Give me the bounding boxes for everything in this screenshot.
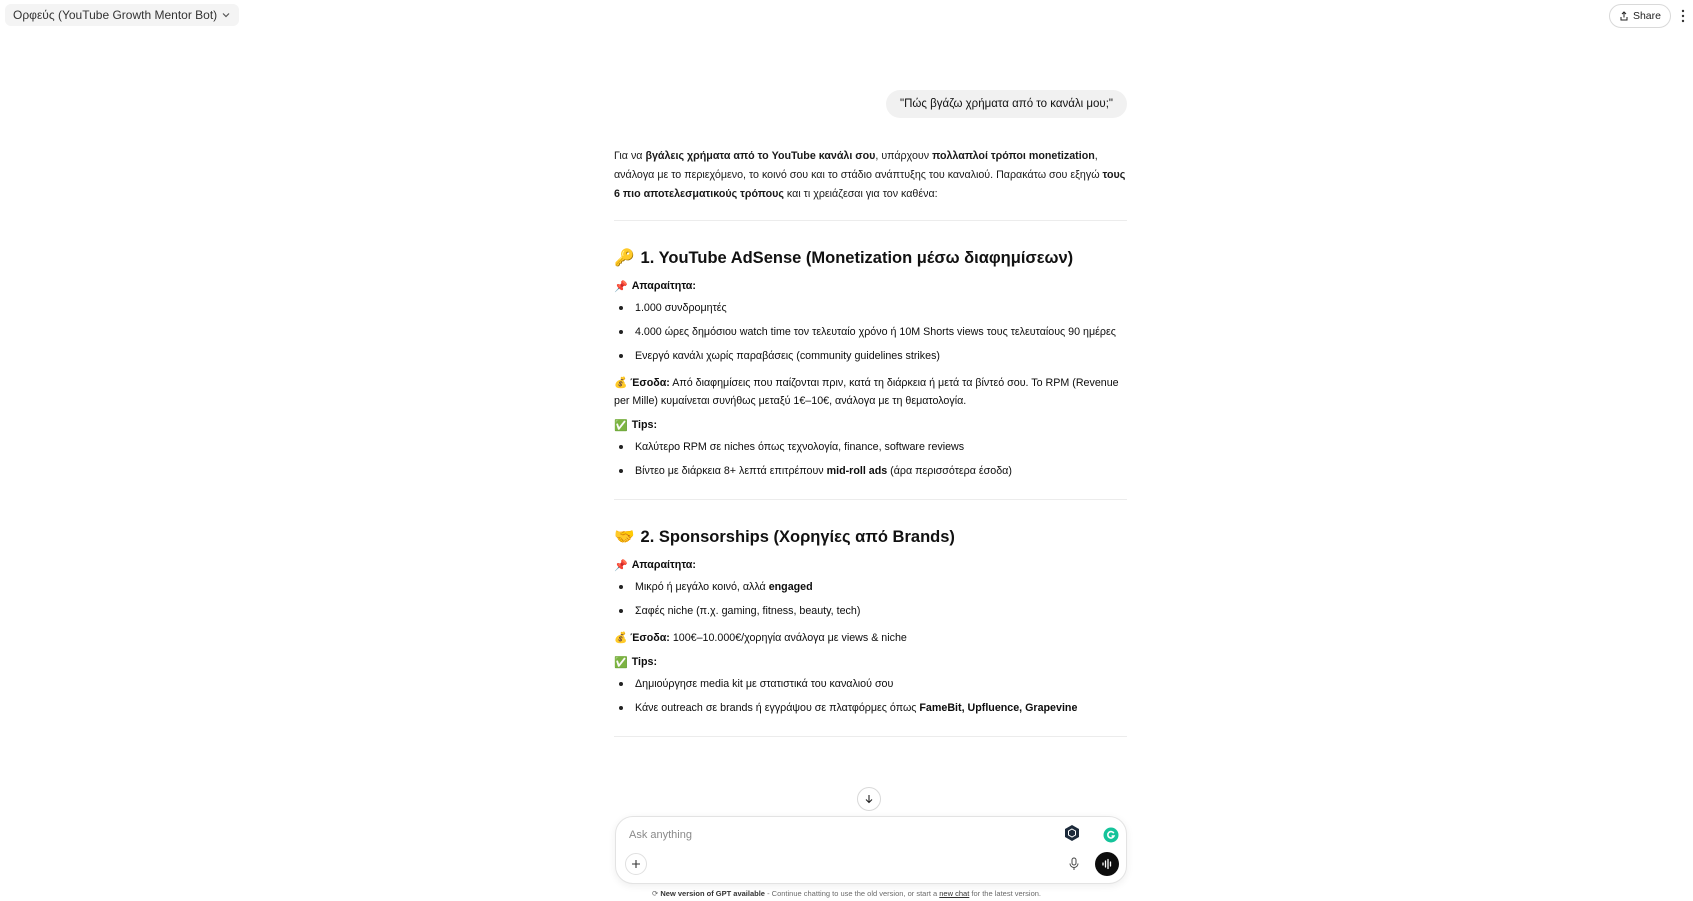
bold-text: mid-roll ads (826, 465, 888, 477)
more-vertical-icon (1681, 9, 1685, 23)
text-run: Κάνε outreach σε brands ή εγγράψου σε πλατφόρμες όπως (635, 702, 920, 714)
text-run: 4.000 ώρες δημόσιου watch time τον τελευταίο χρόνο ή 10M Shorts views τους τελευταίους 90 ημέρες (635, 326, 1116, 338)
assistant-message (614, 147, 1127, 737)
share-button[interactable] (1609, 4, 1671, 28)
pin-icon: 📌 (614, 559, 628, 572)
extension-hexagon-icon[interactable] (1063, 824, 1081, 842)
tips-label (614, 652, 1127, 672)
plus-icon (631, 859, 641, 869)
section-divider (614, 220, 1127, 221)
tips-list (614, 435, 1127, 483)
list-item (614, 599, 1127, 623)
arrow-down-icon (864, 794, 874, 804)
scroll-to-bottom-button[interactable] (857, 787, 881, 811)
text-run: (άρα περισσότερα έσοδα) (887, 465, 1012, 477)
bold-text: τους 6 πιο αποτελεσματικούς τρόπους (614, 169, 1126, 200)
more-options-button[interactable] (1676, 7, 1690, 25)
voice-mode-button[interactable] (1095, 852, 1119, 876)
attach-button[interactable] (625, 853, 647, 875)
bold-text: engaged (768, 581, 813, 593)
text-run: , ανάλογα με το περιεχόμενο, το κοινό σου και το στάδιο ανάπτυξης του καναλιού. Παρακάτω σου εξηγώ (614, 150, 1103, 181)
message-input[interactable] (629, 825, 1049, 845)
pin-icon: 📌 (614, 280, 628, 293)
tips-label-text: Tips: (631, 656, 658, 668)
list-item (614, 435, 1127, 459)
requirements-label (614, 276, 1127, 296)
gpt-selector[interactable] (5, 4, 239, 26)
list-item (614, 320, 1127, 344)
money-bag-icon: 💰 (614, 377, 631, 389)
text-run: 1.000 συνδρομητές (635, 302, 727, 314)
tips-label-text: Tips: (631, 419, 658, 431)
text-run: , υπάρχουν (875, 150, 933, 162)
gpt-name: Ορφεύς (YouTube Growth Mentor Bot) (13, 8, 218, 22)
text-run: Καλύτερο RPM σε niches όπως τεχνολογία, finance, software reviews (635, 441, 965, 453)
requirements-label-text: Απαραίτητα: (631, 280, 696, 292)
money-bag-icon: 💰 (614, 632, 631, 644)
composer (615, 816, 1127, 884)
section-emoji-icon: 🤝 (614, 527, 635, 546)
income-label: Έσοδα: (630, 377, 670, 389)
list-item (614, 575, 1127, 599)
requirements-label-text: Απαραίτητα: (631, 559, 696, 571)
section-heading (614, 524, 1127, 550)
text-run: Δημιούργησε media kit με στατιστικά του καναλιού σου (635, 678, 894, 690)
voice-mode-icon (1101, 858, 1113, 870)
tips-list (614, 672, 1127, 720)
section-divider (614, 736, 1127, 737)
bold-text: πολλαπλοί τρόποι monetization (932, 150, 1095, 162)
text-run: Σαφές niche (π.χ. gaming, fitness, beauty, tech) (635, 605, 861, 617)
section-divider (614, 499, 1127, 500)
intro-paragraph (614, 147, 1127, 204)
income-text: Από διαφημίσεις που παίζονται πριν, κατά τη διάρκεια ή μετά τα βίντεό σου. Το RPM (Revenue per Mille) κυμαίνεται συνήθως μεταξύ 1€–10€, ανάλογα με τη θεματολογία. (614, 377, 1119, 407)
chevron-down-icon (221, 10, 231, 20)
text-run: Μικρό ή μεγάλο κοινό, αλλά (635, 581, 769, 593)
list-item (614, 459, 1127, 483)
check-icon: ✅ (614, 419, 628, 432)
section-emoji-icon: 🔑 (614, 248, 635, 267)
income-paragraph (614, 629, 1127, 647)
version-notice-bold: New version of GPT available (660, 889, 765, 898)
requirements-list (614, 296, 1127, 368)
section-title-text: 2. Sponsorships (Χορηγίες από Brands) (640, 527, 955, 546)
dictate-button[interactable] (1065, 855, 1083, 873)
requirements-list (614, 575, 1127, 623)
conversation-thread (614, 0, 1127, 900)
text-run: Βίντεο με διάρκεια 8+ λεπτά επιτρέπουν (635, 465, 827, 477)
share-label: Share (1632, 10, 1661, 22)
text-run: Ενεργό κανάλι χωρίς παραβάσεις (community guidelines strikes) (635, 350, 940, 362)
version-notice-text: - Continue chatting to use the old version, or start a (767, 889, 940, 898)
list-item (614, 672, 1127, 696)
grammarly-icon[interactable] (1103, 827, 1119, 843)
info-icon: ⟳ (651, 889, 661, 898)
list-item (614, 296, 1127, 320)
new-chat-link[interactable]: new chat (939, 889, 970, 898)
text-run: και τι χρειάζεσαι για τον καθένα: (783, 188, 938, 200)
requirements-label (614, 555, 1127, 575)
section-title-text: 1. YouTube AdSense (Monetization μέσω διαφημίσεων) (640, 248, 1074, 267)
bold-text: βγάλεις χρήματα από το YouTube κανάλι σου (645, 150, 876, 162)
check-icon: ✅ (614, 656, 628, 669)
tips-label (614, 415, 1127, 435)
text-run: Για να (614, 150, 646, 162)
user-message: "Πώς βγάζω χρήματα από το κανάλι μου;" (886, 90, 1127, 118)
version-notice (0, 889, 1693, 901)
bold-text: FameBit, Upfluence, Grapevine (919, 702, 1078, 714)
mic-icon (1068, 857, 1080, 871)
list-item (614, 344, 1127, 368)
share-icon (1619, 11, 1629, 21)
income-text: 100€–10.000€/χορηγία ανάλογα με views & niche (669, 632, 907, 644)
income-paragraph (614, 374, 1127, 410)
list-item (614, 696, 1127, 720)
version-notice-text-end: for the latest version. (971, 889, 1042, 898)
income-label: Έσοδα: (630, 632, 670, 644)
section-heading (614, 245, 1127, 271)
